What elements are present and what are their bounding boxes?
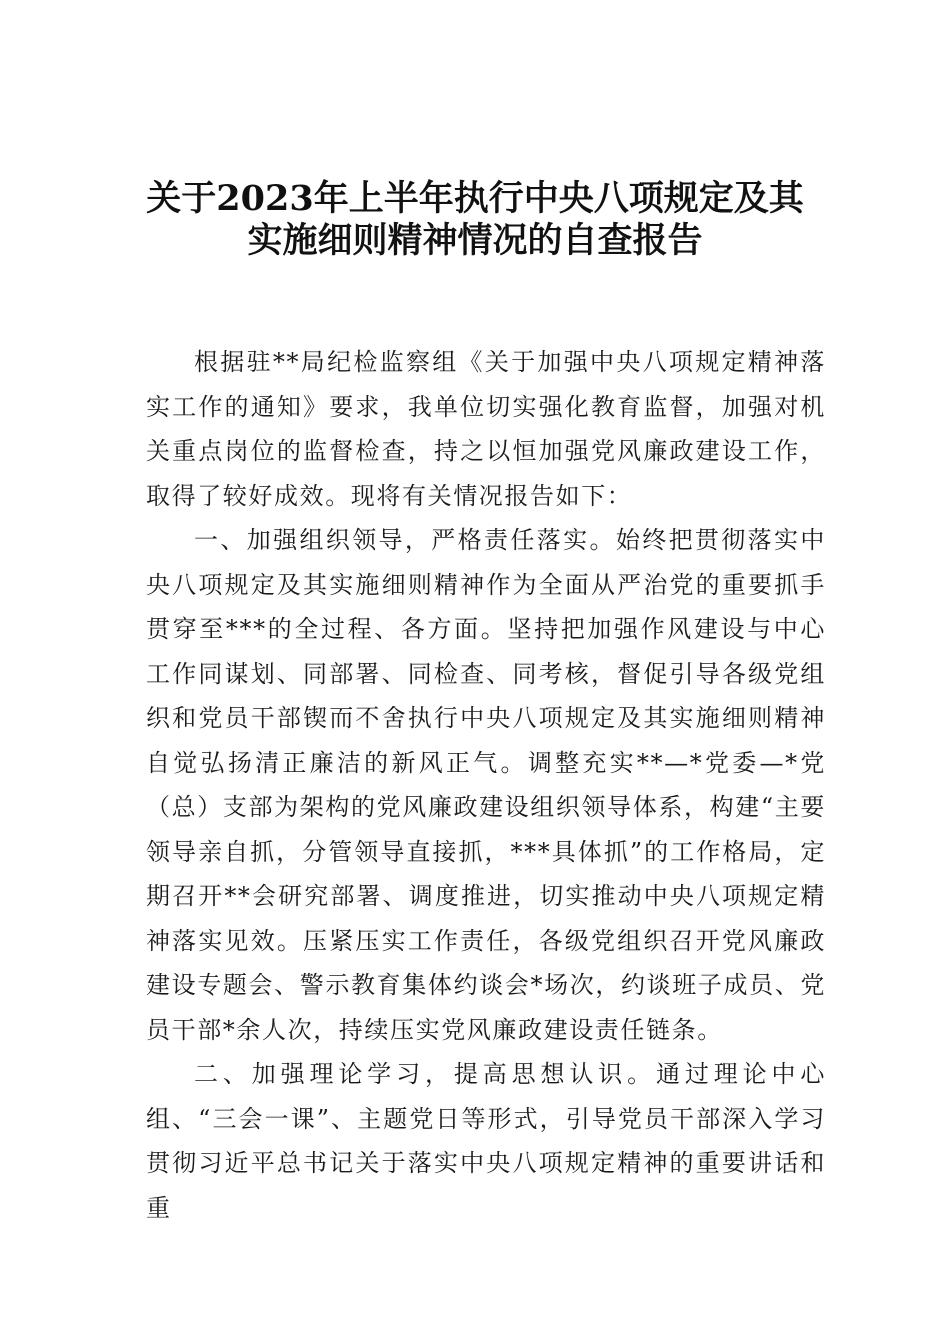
paragraph-intro: 根据驻**局纪检监察组《关于加强中央八项规定精神落实工作的通知》要求，我单位切实强化教育监督，加强对机关重点岗位的监督检查，持之以恒加强党风廉政建设工作，取得了较好成效。现将有关情况报告如下： — [146, 348, 826, 510]
document-body — [146, 340, 826, 1230]
paragraph-section-1: 一、加强组织领导，严格责任落实。始终把贯彻落实中央八项规定及其实施细则精神作为全面从严治党的重要抓手贯穿至***的全过程、各方面。坚持把加强作风建设与中心工作同谋划、同部署、同检查、同考核，督促引导各级党组织和党员干部锲而不舍执行中央八项规定及其实施细则精神自觉弘扬清正廉洁的新风正气。调整充实**—*党委—*党（总）支部为架构的党风廉政建设组织领导体系，构建“主要领导亲自抓，分管领导直接抓，***具体抓”的工作格局，定期召开**会研究部署、调度推进，切实推动中央八项规定精神落实见效。压紧压实工作责任，各级党组织召开党风廉政建设专题会、警示教育集体约谈会*场次，约谈班子成员、党员干部*余人次，持续压实党风廉政建设责任链条。 — [146, 526, 826, 1044]
paragraph-section-2: 二、加强理论学习，提高思想认识。通过理论中心组、“三会一课”、主题党日等形式，引导党员干部深入学习贯彻习近平总书记关于落实中央八项规定精神的重要讲话和重 — [146, 1060, 826, 1222]
document-title-line-2: 实施细则精神情况的自查报告 — [247, 220, 703, 261]
document-title-line-1: 关于2023年上半年执行中央八项规定及其 — [146, 178, 804, 219]
